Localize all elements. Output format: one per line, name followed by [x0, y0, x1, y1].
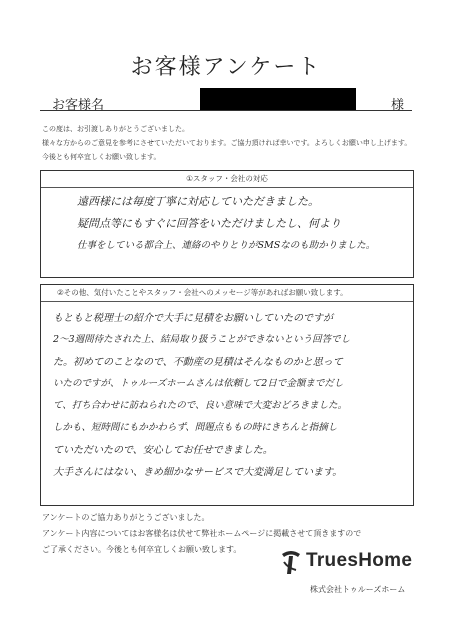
question-box-message: [40, 284, 414, 506]
redacted-name: [200, 88, 356, 110]
logo-wordmark: TruesHome: [306, 550, 413, 571]
trueshome-logo-icon: [278, 548, 304, 576]
footer-line: アンケート内容についてはお客様名は伏せて弊社ホームページに掲載させて頂きますので: [42, 529, 362, 538]
handwritten-answer-line: て、打ち合わせに訪ねられたので、良い意味で大変おどろきました。: [53, 400, 348, 411]
intro-line: 様々な方からのご意見を参考にさせていただいております。ご協力頂ければ幸いです。よろしくお願い申し上げます。: [42, 139, 412, 147]
customer-name-label: お客様名: [52, 98, 105, 113]
company-name: 株式会社トゥルーズホーム: [310, 585, 406, 594]
handwritten-answer-line: 2～3週間待たされた上、結局取り扱うことができないという回答でし: [53, 334, 351, 345]
question-box-staff: [40, 170, 414, 278]
question-label: ①スタッフ・会社の対応: [186, 174, 268, 183]
handwritten-answer-line: しかも、短時間にもかかわらず、問題点ももの時にきちんと指摘し: [53, 422, 338, 433]
trueshome-logo: [278, 548, 428, 576]
header-divider: [41, 187, 413, 188]
customer-name-row: [40, 88, 412, 112]
handwritten-answer-line: ていただいたので、安心してお任せできました。: [53, 445, 273, 456]
handwritten-answer-line: もともと税理士の紹介で大手に見積をお願いしていたのですが: [53, 313, 333, 324]
footer-line: ご了承ください。今後とも何卒宜しくお願い致します。: [42, 545, 242, 554]
handwritten-answer-line: 大手さんにはない、きめ細かなサービスで大変満足しています。: [53, 467, 343, 478]
page-title: お客様アンケート: [130, 55, 322, 80]
handwritten-answer-line: た。初めてのことなので、不動産の見積はそんなものかと思って: [53, 357, 343, 368]
header-divider: [41, 301, 413, 302]
handwritten-answer-line: 疑問点等にもすぐに回答をいただけましたし、何より: [77, 217, 341, 230]
intro-text: [42, 122, 422, 164]
handwritten-answer-line: 仕事をしている都合上、連絡のやりとりがSMSなのも助かりました。: [77, 240, 376, 251]
honorific: 様: [390, 98, 404, 113]
name-underline: [40, 110, 412, 111]
handwritten-answer-line: いたのですが、トゥルーズホームさんは依頼して2日で金額までだし: [53, 378, 344, 389]
handwritten-answer-line: 遠西様には毎度丁寧に対応していただきました。: [77, 195, 319, 208]
intro-line: この度は、お引渡しありがとうございました。: [42, 125, 189, 133]
footer-line: アンケートのご協力ありがとうございました。: [42, 513, 210, 522]
intro-line: 今後とも何卒宜しくお願い致します。: [42, 153, 161, 161]
question-label: ②その他、気付いたことやスタッフ・会社へのメッセージ等があればお願い致します。: [57, 288, 348, 297]
